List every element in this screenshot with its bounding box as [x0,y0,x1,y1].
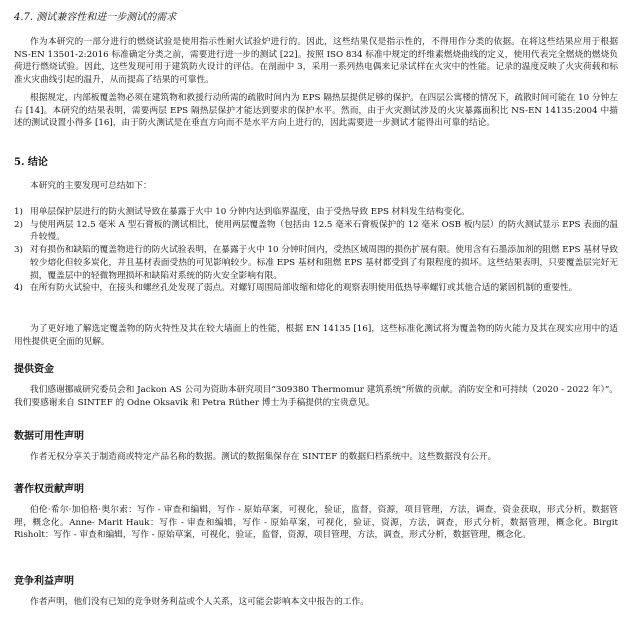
list-item-text: 与使用两层 12.5 毫米 A 型石膏板的测试相比，使用两层覆盖物（包括由 12.5 毫米石膏板保护的 12 毫米 OSB 板内层）的防火测试显示 EPS 表面的温升较慢。 [30,219,618,243]
section-4-7-paragraph-2: 根据规定，内部板覆盖物必须在建筑物和救援行动所需的疏散时间内为 EPS 隔热层提供足够的保护。在四层公寓楼的情况下，疏散时间可能在 10 分钟左右 [14]。本研究的结果表明，需要两层 EPS 隔热层保护才能达到要求的保护水平。然而，由于火灾测试涉及的火灾暴露面积比 NS-EN 14135:2004 中描述的测试设置小得多 [16]，由于防火测试是在垂直方向而不是水平方向上进行的，因此需要进一步测试才能得出可靠的结论。 [14,93,618,129]
list-item-number: 3) [14,245,23,256]
section-4-7-paragraph-1: 作为本研究的一部分进行的燃烧试验是使用指示性耐火试验炉进行的。因此，这些结果仅是指示性的，不得用作分类的依据。在将这些结果应用于根据 NS-EN 13501-2:2016 标准确定分类之前，需要进行进一步的测试 [22]。按照 ISO 834 标准中规定的纤维素燃烧曲线的定义，使用代表完全燃烧的燃烧负荷进行燃烧试验。因此，这些发现可用于建筑防火设计的评估。在剖面中 3，采用一系列热电偶来记录试样在火灾中的性能。记录的温度反映了火灾荷载和标准火灾曲线引起的温升，从而提高了结果的可靠性。 [14,37,618,86]
list-item-number: 1) [14,207,23,217]
list-item [14,219,618,244]
section-5-heading: 5. 结论 [14,157,48,168]
list-item [14,282,618,295]
list-item-text: 在所有防火试验中，在接头和螺丝孔处发现了弱点。对螺钉周围局部收缩和熔化的观察表明使用低热导率螺钉或其他合适的紧固机制的重要性。 [30,283,578,294]
list-item-number: 4) [14,283,23,294]
competing-interests-text: 作者声明，他们没有已知的竞争财务利益或个人关系，这可能会影响本文中报告的工作。 [30,597,369,607]
funding-text: 我们感谢挪威研究委员会和 Jackon AS 公司为资助本研究项目“309380 Thermomur 建筑系统”所做的贡献。消防安全和可持续（2020 - 2022 年）”。我们要感谢来自 SINTEF 的 Odne Oksavik 和 Petra Rüther 博士为手稿提供的宝贵意见。 [14,385,618,408]
funding-heading: 提供资金 [14,364,54,375]
data-availability-text: 作者无权分享关于制造商或特定产品名称的数据。测试的数据集保存在 SINTEF 的数据归档系统中。这些数据没有公开。 [30,452,497,462]
author-contributions-text: 伯伦·希尔·加伯格·奥尔索：写作 - 审查和编辑，写作 - 原始草案，可视化，验证，监督，资源，项目管理，方法，调查，资金获取，形式分析，数据管理，概念化。Anne- Marit Hauk：写作 - 审查和编辑，写作 - 原始草案，可视化，验证，资源，方法，调查，形式分析，数据管理，概念化。Birgit Risholt：写作 - 审查和编辑，写作 - 原始草案，可视化，验证，监督，资源，项目管理，方法，调查，形式分析，数据管理，概念化。 [14,505,618,541]
list-item [14,244,618,282]
list-item [14,206,618,219]
section-4-7-heading: 4.7. 测试兼容性和进一步测试的需求 [14,12,177,23]
data-availability-heading: 数据可用性声明 [14,431,84,442]
list-item-text: 用单层保护层进行的防火测试导致在暴露于火中 10 分钟内达到临界温度，由于受热导致 EPS 材料发生结构变化。 [30,207,470,217]
conclusion-closing: 为了更好地了解选定覆盖物的防火特性及其在较大墙面上的性能，根据 EN 14135 [16]，这些标准化测试将为覆盖物的防火能力及其在现实应用中的适用性提供更全面的见解。 [14,324,618,347]
competing-interests-heading: 竞争利益声明 [14,576,74,587]
author-contributions-heading: 著作权贡献声明 [14,484,84,495]
conclusion-list [14,206,618,295]
list-item-number: 2) [14,219,23,230]
conclusion-intro: 本研究的主要发现可总结如下： [30,181,152,191]
list-item-text: 对有损伤和缺陷的覆盖物进行的防火试验表明，在暴露于火中 10 分钟时间内，受热区域周围的损伤扩展有限。使用含有石墨添加剂的阻燃 EPS 基材导致较少熔化但较多炭化，并且基材表面受热的可见影响较少。标准 EPS 基材和阻燃 EPS 基材都受到了有限程度的损坏。这些结果表明，只要覆盖层完好无损，覆盖层中的轻微物理损坏和缺陷对系统的防火安全影响有限。 [30,245,618,281]
